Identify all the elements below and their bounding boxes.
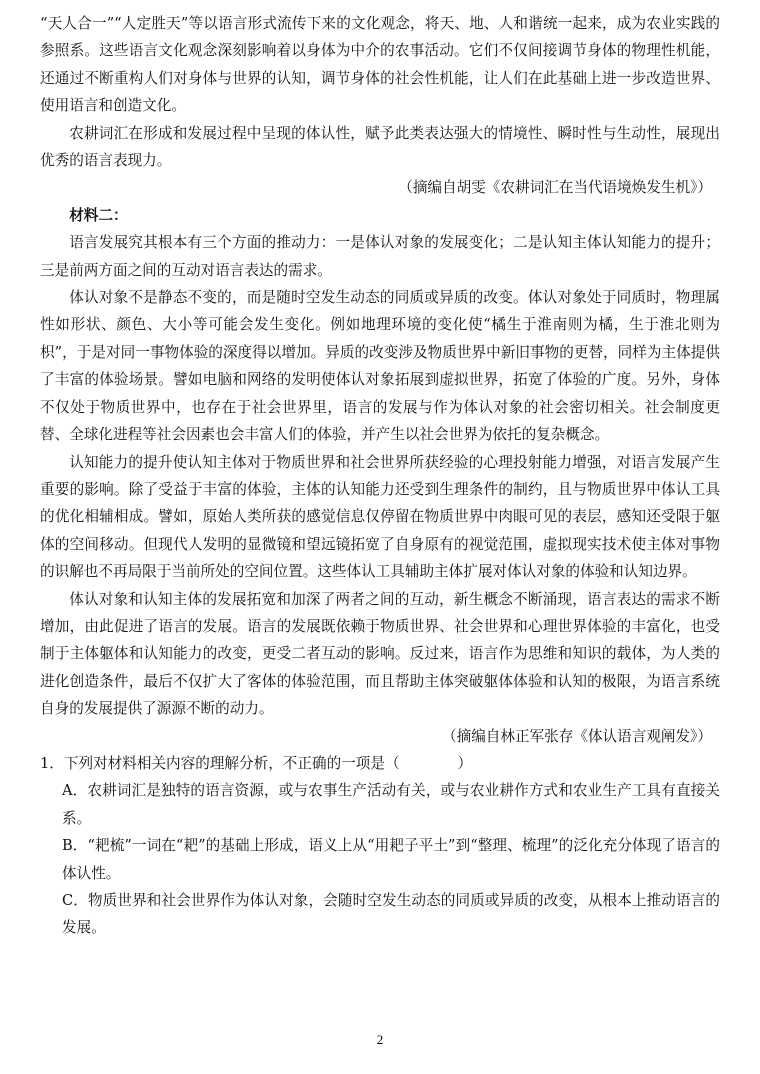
material2-paragraph-1: 语言发展究其根本有三个方面的推动力：一是体认对象的发展变化；二是认知主体认知能力的提升；三是前两方面之间的互动对语言表达的需求。 <box>40 234 720 279</box>
question-1-option-b: B．“耙梳”一词在“耙”的基础上形成，语义上从“用耙子平土”到“整理、梳理”的泛化充分体现了语言的体认性。 <box>62 837 720 882</box>
question-1-stem-text: 1．下列对材料相关内容的理解分析，不正确的一项是（ <box>40 754 400 772</box>
material2-paragraph-3: 认知能力的提升使认知主体对于物质世界和社会世界所获经验的心理投射能力增强，对语言发展产生重要的影响。除了受益于丰富的体验，主体的认知能力还受到生理条件的制约，且与物质世界中体认工具的优化相辅相成。譬如，原始人类所获的感觉信息仅停留在物质世界中肉眼可见的表层，感知还受限于躯体的空间移动。但现代人发明的显微镜和望远镜拓宽了自身原有的视觉范围，虚拟现实技术使主体对事物的识解也不再局限于当前所处的空间位置。这些体认工具辅助主体扩展对体认对象的体验和认知边界。 <box>40 453 720 581</box>
material1-source: （摘编自胡雯《农耕词汇在当代语境焕发生机》） <box>398 179 712 197</box>
material2-heading: 材料二： <box>69 206 128 224</box>
question-1-stem-close: ） <box>457 754 473 772</box>
material1-paragraph-continued: “天人合一”“人定胜天”等以语言形式流传下来的文化观念，将天、地、人和谐统一起来，成为农业实践的参照系。这些语言文化观念深刻影响着以身体为中介的农事活动。它们不仅间接调节身体的物理性机能，还通过不断重构人们对身体与世界的认知，调节身体的社会性机能，让人们在此基础上进一步改造世界、使用语言和创造文化。 <box>40 15 720 115</box>
material2-source: （摘编自林正军张存《体认语言观阐发》） <box>442 727 712 745</box>
page-number: 2 <box>376 1032 384 1047</box>
question-1-stem <box>40 750 720 777</box>
material1-paragraph-2: 农耕词汇在形成和发展过程中呈现的体认性，赋予此类表达强大的情境性、瞬时性与生动性，展现出优秀的语言表现力。 <box>40 124 720 170</box>
question-1-option-c: C．物质世界和社会世界作为体认对象，会随时空发生动态的同质或异质的改变，从根本上推动语言的发展。 <box>62 892 720 937</box>
material2-paragraph-2: 体认对象不是静态不变的，而是随时空发生动态的同质或异质的改变。体认对象处于同质时，物理属性如形状、颜色、大小等可能会发生变化。例如地理环境的变化使“橘生于淮南则为橘，生于淮北则为枳”，于是对同一事物体验的深度得以增加。异质的改变涉及物质世界中新旧事物的更替，同样为主体提供了丰富的体验场景。譬如电脑和网络的发明使体认对象拓展到虚拟世界，拓宽了体验的广度。另外，身体不仅处于物质世界中，也存在于社会世界里，语言的发展与作为体认对象的社会密切相关。社会制度更替、全球化进程等社会因素也会丰富人们的体验，并产生以社会世界为依托的复杂概念。 <box>40 289 720 444</box>
material2-paragraph-4: 体认对象和认知主体的发展拓宽和加深了两者之间的互动，新生概念不断涌现，语言表达的需求不断增加，由此促进了语言的发展。语言的发展既依赖于物质世界、社会世界和心理世界体验的丰富化，也受制于主体躯体和认知能力的改变，更受二者互动的影响。反过来，语言作为思维和知识的载体，为人类的进化创造条件，最后不仅扩大了客体的体验范围，而且帮助主体突破躯体体验和认知的极限，为语言系统自身的发展提供了源源不断的动力。 <box>40 590 720 718</box>
question-1-option-a: A．农耕词汇是独特的语言资源，或与农事生产活动有关，或与农业耕作方式和农业生产工具有直接关系。 <box>62 782 720 827</box>
